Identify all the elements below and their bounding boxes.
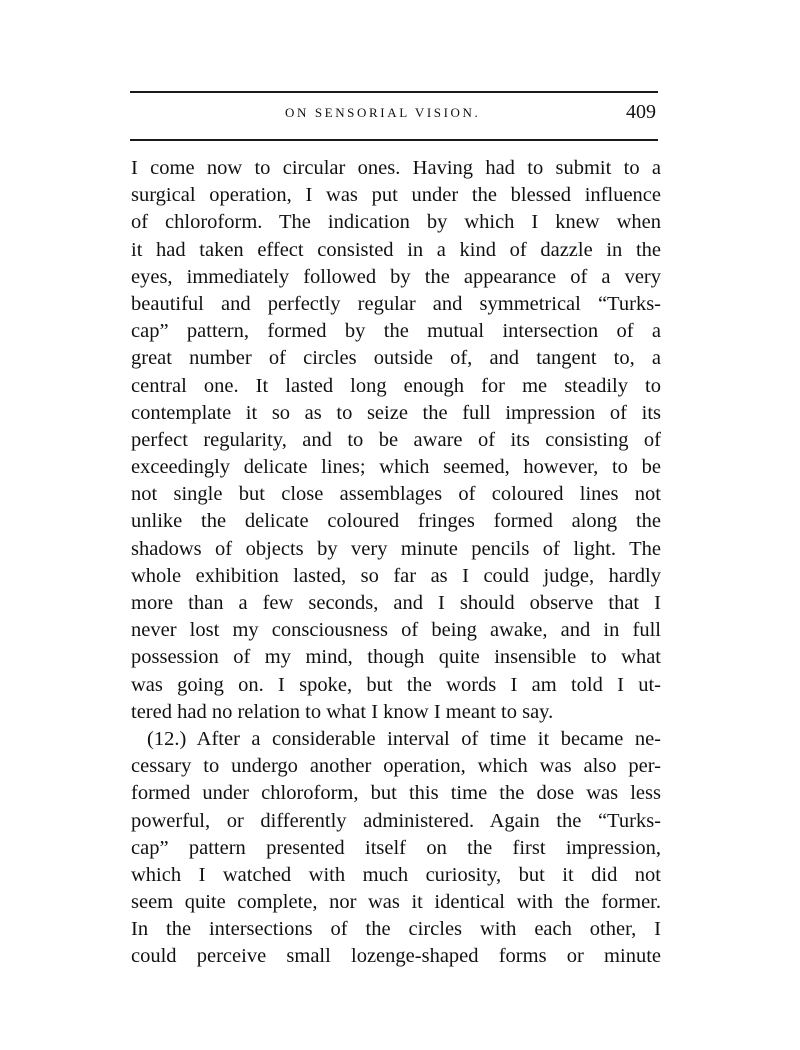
text-line: formed under chloroform, but this time the dose was less bbox=[131, 782, 661, 805]
text-line: cap” pattern presented itself on the first impression, bbox=[131, 836, 661, 859]
text-line: it had taken effect consisted in a kind of dazzle in the bbox=[131, 238, 661, 261]
body-text bbox=[131, 155, 661, 971]
text-line: I come now to circular ones. Having had to submit to a bbox=[131, 157, 661, 179]
text-line: shadows of objects by very minute pencils of light. The bbox=[131, 537, 661, 560]
text-line: In the intersections of the circles with each other, I bbox=[131, 918, 661, 941]
text-line: surgical operation, I was put under the blessed influence bbox=[131, 184, 661, 207]
text-line: not single but close assemblages of coloured lines not bbox=[131, 483, 661, 506]
text-line: tered had no relation to what I know I meant to say. bbox=[131, 700, 554, 723]
text-line: cap” pattern, formed by the mutual intersection of a bbox=[131, 320, 661, 343]
text-line: exceedingly delicate lines; which seemed, however, to be bbox=[131, 456, 661, 479]
running-head bbox=[130, 101, 658, 129]
text-line: whole exhibition lasted, so far as I could judge, hardly bbox=[131, 564, 661, 587]
text-line: cessary to undergo another operation, which was also per- bbox=[131, 755, 661, 778]
text-line: never lost my consciousness of being awake, and in full bbox=[131, 619, 661, 642]
text-line: was going on. I spoke, but the words I am told I ut- bbox=[131, 673, 661, 696]
text-line: of chloroform. The indication by which I knew when bbox=[131, 211, 661, 234]
text-line: eyes, immediately followed by the appearance of a very bbox=[131, 265, 661, 288]
text-line: (12.) After a considerable interval of time it became ne- bbox=[147, 727, 661, 750]
running-title: ON SENSORIAL VISION. bbox=[285, 105, 481, 120]
text-line: beautiful and perfectly regular and symmetrical “Turks- bbox=[131, 292, 661, 315]
text-line: seem quite complete, nor was it identical with the former. bbox=[131, 891, 661, 914]
text-line: more than a few seconds, and I should observe that I bbox=[131, 592, 661, 614]
header-rule-top bbox=[130, 91, 658, 93]
text-line: possession of my mind, though quite insensible to what bbox=[131, 646, 661, 669]
page-number: 409 bbox=[626, 101, 656, 123]
text-line: contemplate it so as to seize the full impression of its bbox=[131, 401, 661, 424]
text-line: could perceive small lozenge-shaped forms or minute bbox=[131, 945, 661, 968]
text-line: powerful, or differently administered. Again the “Turks- bbox=[131, 809, 661, 832]
text-line: great number of circles outside of, and tangent to, a bbox=[131, 347, 661, 370]
text-line: central one. It lasted long enough for me steadily to bbox=[131, 374, 661, 397]
text-line: perfect regularity, and to be aware of its consisting of bbox=[131, 428, 661, 451]
text-line: unlike the delicate coloured fringes formed along the bbox=[131, 510, 661, 533]
header-rule-bottom bbox=[130, 139, 658, 141]
text-line: which I watched with much curiosity, but it did not bbox=[131, 863, 661, 886]
